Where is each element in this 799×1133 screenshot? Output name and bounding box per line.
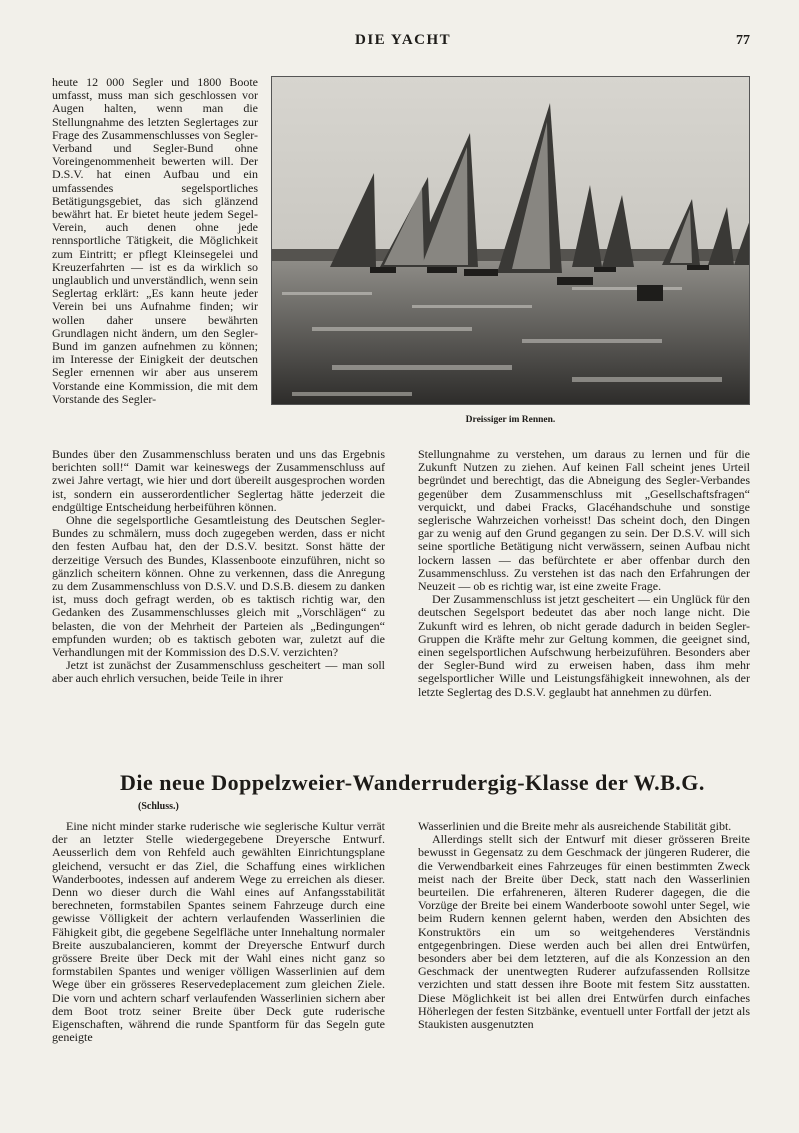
paragraph: Bundes über den Zusammenschluss beraten und uns das Ergebnis berichten soll!“ Damit war keineswegs der Zusammenschluss auf zwei Jahre vertagt, wie hier und dort übereilt ausgesprochen worden ist, sondern ein ausserordentlicher Seglertag hätte jederzeit die endgültige Entscheidung herbeiführen können. <box>52 447 385 514</box>
article1-col1-wide <box>52 448 385 686</box>
article2-col2 <box>418 820 750 1031</box>
article2-suffix: (Schluss.) <box>138 801 179 812</box>
running-header <box>0 30 799 54</box>
paragraph: Der Zusammenschluss ist jetzt gescheitert — ein Unglück für den deutschen Segelsport bedeutet das aber noch lange nicht. Die Zukunft wird es lehren, ob nicht gerade dadurch in beiden Segler-Gruppen die Kräfte mehr zur Geltung kommen, die geeignet sind, einen segelsportlichen Aufschwung herbeizuführen. Besonders aber der Segler-Bund wird zu erweisen haben, dass ihm mehr segelsportlicher Wille und Leistungsfähigkeit innewohnen, als der letzte Seglertag des D.S.V. geglaubt hat annehmen zu dürfen. <box>418 592 750 699</box>
article2-col1 <box>52 820 385 1044</box>
page-number: 77 <box>736 33 750 48</box>
article1-col1-narrow <box>52 76 258 406</box>
paragraph: Wasserlinien und die Breite mehr als ausreichende Stabilität gibt. <box>418 819 732 833</box>
paragraph: Eine nicht minder starke ruderische wie seglerische Kultur verrät der an letzter Stelle wiedergegebene Dreyersche Entwurf. Aeusserlich dem von Rehfeld auch gewählten Einrichtungsplane gleichend, versucht er das Ziel, die Schaffung eines wirklichen Wanderbootes, indessen auf anderem Wege zu erreichen als dieser. Denn wo dieser durch die Wahl eines auf Anfangsstabilität berechneten, formstabilen Spantes seinem Fahrzeuge durch eine gewisse Völligkeit der achtern verlaufenden Wasserlinien die Fähigkeit gibt, die gegebene Segelfläche unter Innehaltung normaler Breite auszubalancieren, kommt der Dreyersche Entwurf durch grössere Breite über Deck mit der Wahl eines nicht ganz so formstabilen Spantes und weniger völligen Wasserlinien auf dem Wege über ein grösseres Reservedeplacement zum gleichen Ziele. Die vorn und achtern scharf verlaufenden Wasserlinien sichern aber dem Boot trotz seiner Breite über Deck gute ruderische Eigenschaften, während die runde Spantform für das Segeln gute geneigte <box>52 819 385 1045</box>
article2-title: Die neue Doppelzweier-Wanderrudergig-Klasse der W.B.G. <box>120 770 705 795</box>
photo-caption: Dreissiger im Rennen. <box>465 415 556 425</box>
paragraph: Jetzt ist zunächst der Zusammenschluss gescheitert — man soll aber auch ehrlich versuchen, beide Teile in ihrer <box>52 658 385 686</box>
journal-title: DIE YACHT <box>355 32 452 48</box>
paragraph: Allerdings stellt sich der Entwurf mit dieser grösseren Breite bewusst in Gegensatz zu dem Geschmack der jüngeren Ruderer, die die Verwendbarkeit eines Fahrzeuges für einen bestimmten Zweck meist nach der Breite über Deck, statt nach den Wasserlinien beurteilen. Die erfahreneren, älteren Ruderer dagegen, die die Vorzüge der Breite bei einem Wanderboote sowohl unter Segel, wie beim Rudern kennen gelernt haben, werden den Absichten des Konstruktörs ein um so weitgehenderes Verständnis entgegenbringen. Diese werden auch bei allen drei Entwürfen, besonders aber bei dem letzteren, auf die als Konzession an den Geschmack der unentwegten Ruderer aufzufassenden Rollsitze verzichten und statt dessen ihre Boote mit festem Sitz ausstatten. Diese Möglichkeit ist bei allen drei Entwürfen durch einfaches Höherlegen der festen Sitzbänke, eventuell unter Fortfall der jetzt als Staukisten ausgenutzten <box>418 832 750 1032</box>
article2-heading <box>120 770 740 814</box>
sailboats-image <box>272 77 750 405</box>
paragraph: heute 12 000 Segler und 1800 Boote umfasst, muss man sich geschlossen vor Augen halten, wenn man die Stellungnahme des letzten Seglertages zur Frage des Zusammenschlusses von Segler-Verband und Segler-Bund ohne Voreingenommenheit bewerten will. Der D.S.V. hat einen Aufbau und ein umfassendes segelsportliches Betätigungsgebiet, das sich glänzend bewährt hat. Er bietet heute jedem Segel-Verein, auch denen ohne jede rennsportliche Tätigkeit, die Möglichkeit zum Eintritt; er pflegt Kleinsegelei und Kreuzerfahrten — ist es da wirklich so unglaublich und unverständlich, wenn sein Seglertag erklärt: „Es kann heute jeder Verein bei uns Aufnahme finden; wir wollen daher unsere bewährten Grundlagen nicht ändern, um den Segler-Bund im ganzen aufnehmen zu können; im Interesse der Einigkeit der deutschen Segler ernennen wir aber aus unserem Vorstande eine Kommission, die mit dem Vorstande des Segler- <box>52 75 258 406</box>
paragraph: Stellungnahme zu verstehen, um daraus zu lernen und für die Zukunft Nutzen zu ziehen. Auf keinen Fall scheint jenes Urteil begründet und berechtigt, das die Abneigung des Segler-Verbandes gegenüber dem Zusammenschluss mit „Gesellschaftsfragen“ verquickt, und dabei Fracks, Glacéhandschuhe und sonstige seglerische Wahrzeichen vorheisst! Das scheint doch, den Dingen gar zu wenig auf den Grund gegangen zu sein. Der D.S.V. will sich seine sportliche Betätigung nicht verwässern, seinen Aufbau nicht lockern lassen — das befürchtete er aber offenbar durch den Zusammenschluss. Zu verstehen ist das nach den Erfahrungen der Neuzeit — ob es richtig war, ist eine zweite Frage. <box>418 447 750 594</box>
paragraph: Ohne die segelsportliche Gesamtleistung des Deutschen Segler-Bundes zu schmälern, muss doch zugegeben werden, dass er nicht den festen Aufbau hat, den der D.S.V. besitzt. Sonst hätte der derzeitige Versuch des Bundes, Klassenboote einzuführen, nicht so gänzlich scheitern können. Ohne zu verkennen, dass die Anregung zu dem Zusammenschluss von D.S.V. und D.S.B. diesem zu danken ist, muss doch gefragt werden, ob es taktisch richtig war, den Gedanken des Zusammenschlusses gleich mit „Vorschlägen“ zu belasten, die von der Mehrheit der Parteien als „Bedingungen“ empfunden wurden; ob es taktisch geboten war, zuletzt auf die Verhandlungen mit der Kommission des D.S.V. verzichten? <box>52 513 385 660</box>
article1-col2 <box>418 448 750 699</box>
sailing-photo <box>271 76 750 405</box>
